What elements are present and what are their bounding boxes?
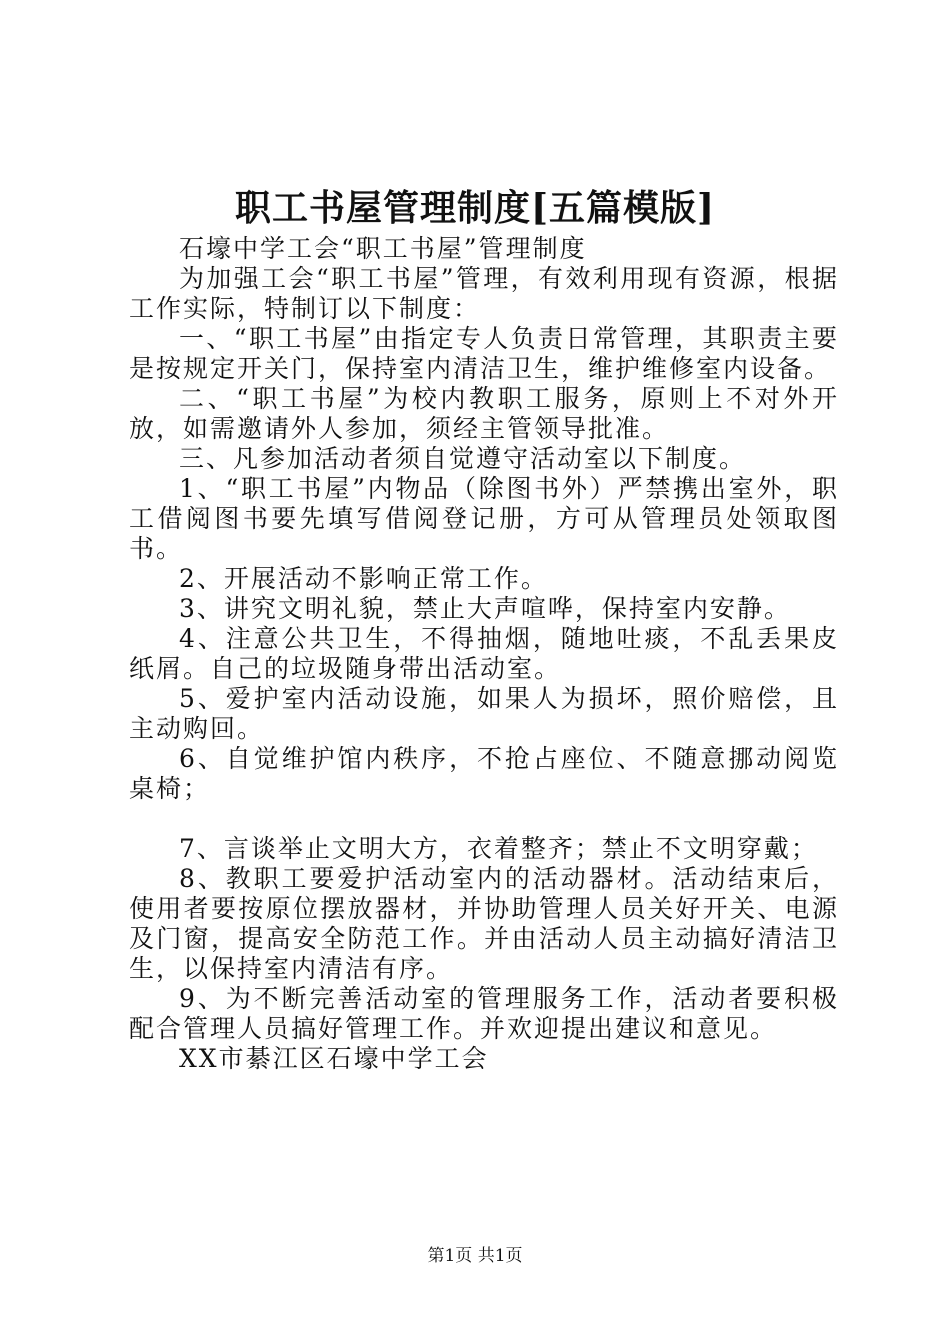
paragraph-heading: 石壕中学工会“职工书屋”管理制度 — [179, 234, 587, 263]
page-number-footer: 第1页 共1页 — [427, 1246, 523, 1266]
paragraph-rule-1: 一、“职工书屋”由指定专人负责日常管理，其职责主要是按规定开关门，保持室内清洁卫生，维护维修室内设备。 — [129, 324, 839, 383]
paragraph-rule-3: 三、凡参加活动者须自觉遵守活动室以下制度。 — [179, 444, 747, 473]
paragraph-item-5: 5、爱护室内活动设施，如果人为损坏，照价赔偿，且主动购回。 — [129, 684, 839, 743]
paragraph-item-9: 9、为不断完善活动室的管理服务工作，活动者要积极配合管理人员搞好管理工作。并欢迎提出建议和意见。 — [129, 984, 839, 1043]
paragraph-item-3: 3、讲究文明礼貌，禁止大声喧哗，保持室内安静。 — [179, 594, 791, 623]
paragraph-item-2: 2、开展活动不影响正常工作。 — [179, 564, 548, 593]
paragraph-item-1: 1、“职工书屋”内物品（除图书外）严禁携出室外，职工借阅图书要先填写借阅登记册，方可从管理员处领取图书。 — [129, 474, 839, 563]
paragraph-item-4: 4、注意公共卫生，不得抽烟，随地吐痰，不乱丢果皮纸屑。自己的垃圾随身带出活动室。 — [129, 624, 839, 683]
paragraph-rule-2: 二、“职工书屋”为校内教职工服务，原则上不对外开放，如需邀请外人参加，须经主管领导批准。 — [129, 384, 839, 443]
document-body — [129, 234, 839, 1074]
blank-line — [129, 804, 839, 834]
paragraph-signature: XX市綦江区石壕中学工会 — [179, 1044, 489, 1073]
paragraph-item-7: 7、言谈举止文明大方，衣着整齐；禁止不文明穿戴； — [179, 834, 818, 863]
paragraph-intro: 为加强工会“职工书屋”管理，有效利用现有资源，根据工作实际，特制订以下制度： — [129, 264, 839, 323]
paragraph-item-8: 8、教职工要爱护活动室内的活动器材。活动结束后，使用者要按原位摆放器材，并协助管理人员关好开关、电源及门窗，提高安全防范工作。并由活动人员主动搞好清洁卫生，以保持室内清洁有序。 — [129, 864, 839, 983]
document-title: 职工书屋管理制度[五篇模版] — [234, 187, 716, 229]
paragraph-item-6: 6、自觉维护馆内秩序，不抢占座位、不随意挪动阅览桌椅； — [129, 744, 839, 803]
